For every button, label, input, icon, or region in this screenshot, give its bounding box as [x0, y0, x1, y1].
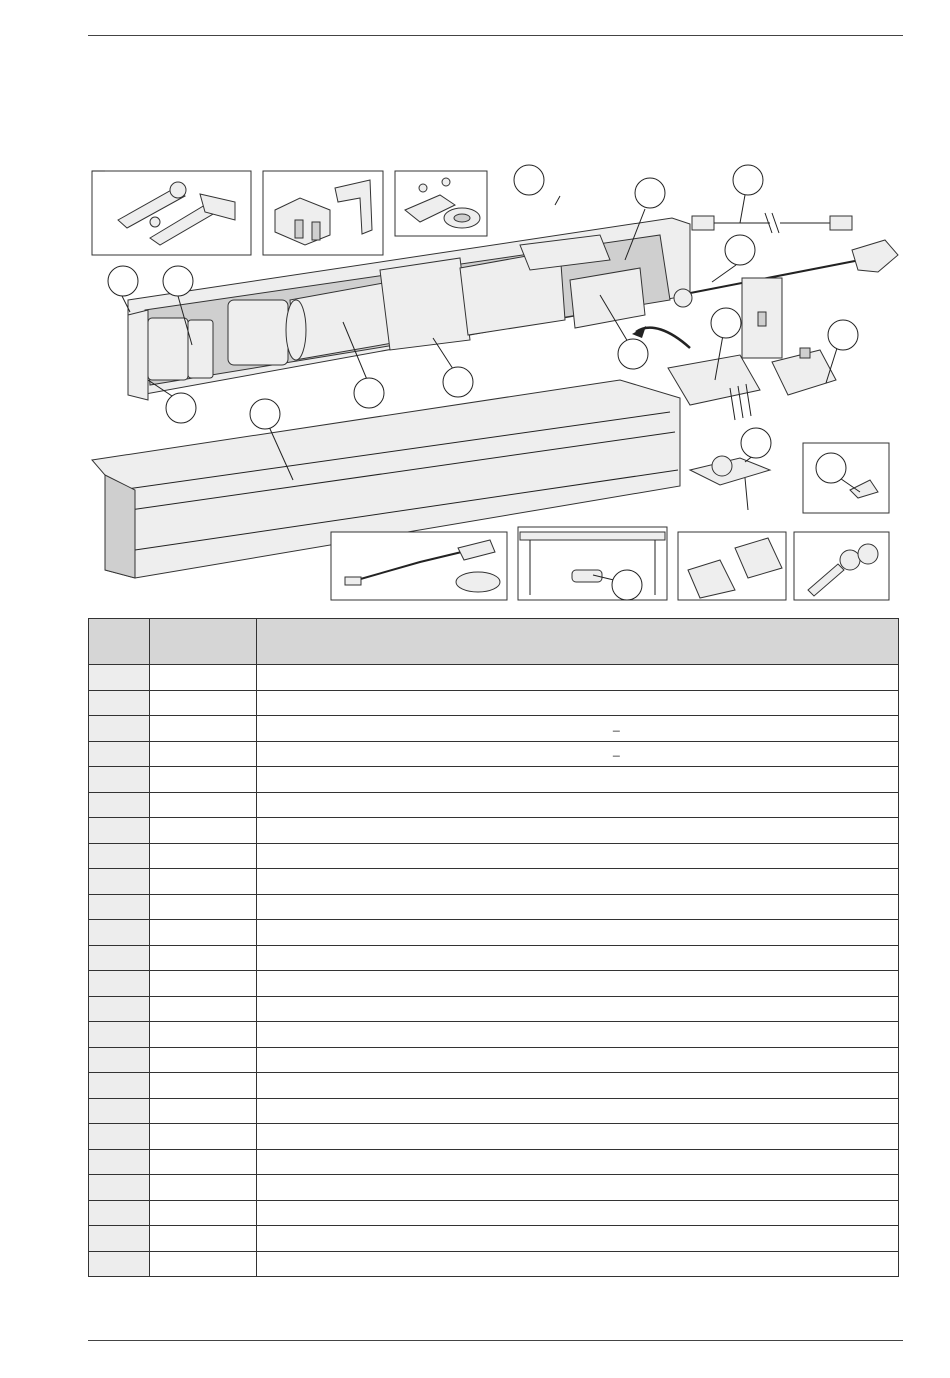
table-cell: [150, 1226, 257, 1252]
table-header-row: [89, 619, 899, 665]
table-cell: [89, 767, 150, 793]
table-row: [89, 792, 899, 818]
table-row: [89, 1022, 899, 1048]
locking-device: [690, 456, 770, 510]
table-cell: [150, 1251, 257, 1277]
table-cell: [89, 1124, 150, 1150]
table-row: [89, 869, 899, 895]
power-cable: [674, 240, 898, 358]
table-row: [89, 1047, 899, 1073]
table-cell: [257, 920, 899, 946]
column-header: [150, 619, 257, 665]
table-row: [89, 1175, 899, 1201]
table-cell: [150, 1047, 257, 1073]
row-mark-1: _: [613, 718, 620, 732]
table-cell: [257, 716, 899, 742]
table-cell: [257, 1175, 899, 1201]
exploded-parts-diagram: [0, 150, 950, 610]
table-cell: [150, 716, 257, 742]
table-cell: [89, 894, 150, 920]
table-row: [89, 690, 899, 716]
table-cell: [257, 1098, 899, 1124]
table-cell: [89, 665, 150, 691]
kit-box-screws: [794, 532, 889, 600]
table-cell: [89, 945, 150, 971]
table-cell: [257, 1124, 899, 1150]
table-row: [89, 665, 899, 691]
table-row: [89, 1098, 899, 1124]
table-cell: [89, 818, 150, 844]
table-row: [89, 716, 899, 742]
table-row: [89, 767, 899, 793]
table-cell: [89, 971, 150, 997]
table-cell: [89, 1047, 150, 1073]
table-row: [89, 1073, 899, 1099]
table-cell: [257, 1047, 899, 1073]
table-cell: [257, 1251, 899, 1277]
table-cell: [257, 945, 899, 971]
table-cell: [257, 792, 899, 818]
table-cell: [89, 1200, 150, 1226]
table-cell: [150, 1149, 257, 1175]
table-cell: [89, 1149, 150, 1175]
table-cell: [150, 1200, 257, 1226]
table-cell: [257, 767, 899, 793]
parts-table: [88, 618, 899, 1277]
table-cell: [89, 1022, 150, 1048]
table-row: [89, 1251, 899, 1277]
table-cell: [89, 920, 150, 946]
column-header: [89, 619, 150, 665]
kit-box-drilling-template: [518, 527, 667, 600]
table-cell: [89, 869, 150, 895]
table-cell: [89, 690, 150, 716]
table-row: [89, 894, 899, 920]
table-cell: [89, 792, 150, 818]
table-row: [89, 741, 899, 767]
table-cell: [150, 920, 257, 946]
kit-box-arm: [92, 171, 251, 255]
kit-box-caps: [678, 532, 786, 600]
table-cell: [89, 741, 150, 767]
table-cell: [150, 843, 257, 869]
cable-extension: [692, 213, 852, 233]
table-cell: [89, 843, 150, 869]
control-board: [668, 355, 760, 420]
table-row: [89, 971, 899, 997]
table-cell: [89, 1073, 150, 1099]
table-cell: [257, 1226, 899, 1252]
table-cell: [257, 665, 899, 691]
table-row: [89, 920, 899, 946]
table-cell: [150, 665, 257, 691]
table-cell: [150, 1022, 257, 1048]
table-cell: [257, 869, 899, 895]
kit-box-slider: [395, 171, 487, 236]
table-cell: [257, 1073, 899, 1099]
footer-rule: [88, 1340, 903, 1341]
column-header: [257, 619, 899, 665]
table-cell: [89, 996, 150, 1022]
table-row: [89, 1226, 899, 1252]
table-cell: [257, 818, 899, 844]
table-cell: [150, 818, 257, 844]
table-cell: [150, 792, 257, 818]
table-cell: [257, 996, 899, 1022]
table-cell: [89, 1251, 150, 1277]
table-body: [89, 665, 899, 1277]
table-cell: [150, 1098, 257, 1124]
table-cell: [150, 971, 257, 997]
table-row: [89, 945, 899, 971]
table-cell: [150, 741, 257, 767]
table-cell: [150, 690, 257, 716]
table-row: [89, 1149, 899, 1175]
table-cell: [257, 1200, 899, 1226]
table-cell: [150, 1175, 257, 1201]
row-mark-2: _: [613, 743, 620, 757]
table-cell: [150, 1073, 257, 1099]
table-row: [89, 1124, 899, 1150]
table-cell: [89, 716, 150, 742]
kit-box-bracket: [263, 171, 383, 255]
table-row: [89, 843, 899, 869]
table-row: [89, 1200, 899, 1226]
table-cell: [150, 894, 257, 920]
table-cell: [150, 869, 257, 895]
table-row: [89, 996, 899, 1022]
table-cell: [257, 741, 899, 767]
table-cell: [150, 945, 257, 971]
table-row: [89, 818, 899, 844]
table-cell: [89, 1226, 150, 1252]
table-cell: [257, 843, 899, 869]
table-cell: [257, 894, 899, 920]
table-cell: [150, 996, 257, 1022]
table-cell: [257, 690, 899, 716]
table-cell: [89, 1175, 150, 1201]
kit-box-cable-set: [331, 532, 507, 600]
table-cell: [257, 1149, 899, 1175]
table-cell: [257, 971, 899, 997]
table-cell: [257, 1022, 899, 1048]
header-rule: [88, 35, 903, 36]
table-cell: [150, 767, 257, 793]
table-cell: [150, 1124, 257, 1150]
kit-box-switch: [803, 443, 889, 513]
table-cell: [89, 1098, 150, 1124]
